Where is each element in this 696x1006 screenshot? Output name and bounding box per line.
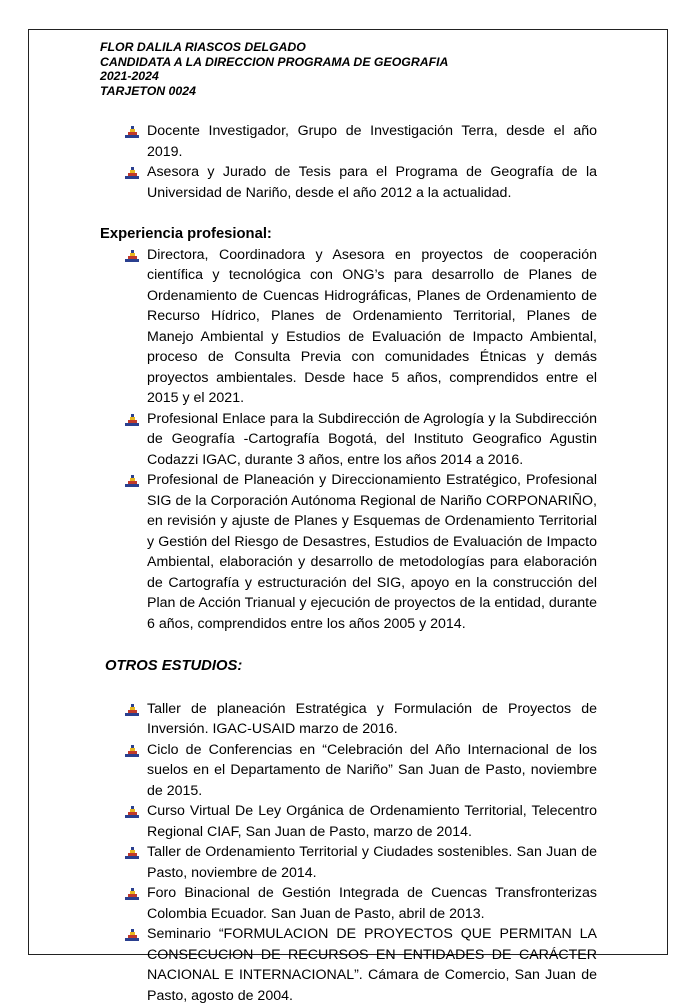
- candidacy-title: CANDIDATA A LA DIRECCION PROGRAMA DE GEOGRAFIA: [100, 55, 448, 70]
- intro-list: [100, 121, 597, 203]
- stair-bullet-icon: [125, 887, 139, 900]
- list-item: [147, 121, 597, 162]
- candidacy-period: 2021-2024: [100, 69, 448, 84]
- experience-heading: Experiencia profesional:: [100, 224, 597, 245]
- list-item: [147, 699, 597, 740]
- document-header: [100, 40, 448, 98]
- list-item-text: Directora, Coordinadora y Asesora en proyectos de cooperación científica y tecnológica con ONG’s para desarrollo de Planes de Ordenamiento de Cuencas Hidrográficas, Planes de Ordenamiento de Recurso Hídrico, Planes de Ordenamiento Territorial, Planes de Manejo Ambiental y Estudios de Evaluación de Impacto Ambiental, proceso de Consulta Previa con comunidades Étnicas y demás proyectos ambientales. Desde hace 5 años, comprendidos entre el 2015 y el 2021.: [147, 247, 597, 407]
- list-item-text: Taller de planeación Estratégica y Formulación de Proyectos de Inversión. IGAC-USAID marzo de 2016.: [147, 701, 597, 738]
- list-item-text: Asesora y Jurado de Tesis para el Programa de Geografía de la Universidad de Nariño, desde el año 2012 a la actualidad.: [147, 164, 597, 201]
- stair-bullet-icon: [125, 805, 139, 818]
- stair-bullet-icon: [125, 846, 139, 859]
- stair-bullet-icon: [125, 474, 139, 487]
- list-item: [147, 740, 597, 802]
- list-item: [147, 470, 597, 634]
- list-item-text: Foro Binacional de Gestión Integrada de Cuencas Transfronterizas Colombia Ecuador. San Juan de Pasto, abril de 2013.: [147, 885, 597, 922]
- list-item-text: Profesional de Planeación y Direccionamiento Estratégico, Profesional SIG de la Corporación Autónoma Regional de Nariño CORPONARIÑO, en revisión y ajuste de Planes y Esquemas de Ordenamiento Territorial y Gestión del Riesgo de Desastres, Estudios de Evaluación de Impacto Ambiental, elaboración y desarrollo de metodologías para elaboración de Cartografía y estructuración del SIG, apoyo en la construcción del Plan de Acción Trianual y ejecución de proyectos de la entidad, durante 6 años, comprendidos entre los años 2005 y 2014.: [147, 472, 597, 632]
- stair-bullet-icon: [125, 125, 139, 138]
- list-item: [147, 883, 597, 924]
- stair-bullet-icon: [125, 703, 139, 716]
- stair-bullet-icon: [125, 166, 139, 179]
- stair-bullet-icon: [125, 413, 139, 426]
- list-item: [147, 245, 597, 409]
- list-item-text: Docente Investigador, Grupo de Investigación Terra, desde el año 2019.: [147, 123, 597, 160]
- other-studies-list: [100, 699, 597, 1006]
- document-body: [100, 121, 597, 1006]
- list-item-text: Taller de Ordenamiento Territorial y Ciudades sostenibles. San Juan de Pasto, noviembre de 2014.: [147, 844, 597, 881]
- list-item: [147, 924, 597, 1006]
- list-item-text: Seminario “FORMULACION DE PROYECTOS QUE PERMITAN LA CONSECUCION DE RECURSOS EN ENTIDADES DE CARÁCTER NACIONAL E INTERNACIONAL”. Cámara de Comercio, San Juan de Pasto, agosto de 2004.: [147, 926, 597, 1004]
- list-item: [147, 409, 597, 471]
- stair-bullet-icon: [125, 744, 139, 757]
- list-item: [147, 801, 597, 842]
- list-item-text: Profesional Enlace para la Subdirección de Agrología y la Subdirección de Geografía -Cartografía Bogotá, del Instituto Geografico Agustin Codazzi IGAC, durante 3 años, entre los años 2014 a 2016.: [147, 411, 597, 468]
- experience-list: [100, 245, 597, 635]
- list-item: [147, 162, 597, 203]
- list-item-text: Curso Virtual De Ley Orgánica de Ordenamiento Territorial, Telecentro Regional CIAF, San Juan de Pasto, marzo de 2014.: [147, 803, 597, 840]
- ballot-number: TARJETON 0024: [100, 84, 448, 99]
- stair-bullet-icon: [125, 249, 139, 262]
- stair-bullet-icon: [125, 928, 139, 941]
- other-studies-heading: OTROS ESTUDIOS:: [100, 656, 597, 677]
- candidate-name: FLOR DALILA RIASCOS DELGADO: [100, 40, 448, 55]
- list-item-text: Ciclo de Conferencias en “Celebración del Año Internacional de los suelos en el Departamento de Nariño” San Juan de Pasto, noviembre de 2015.: [147, 742, 597, 799]
- list-item: [147, 842, 597, 883]
